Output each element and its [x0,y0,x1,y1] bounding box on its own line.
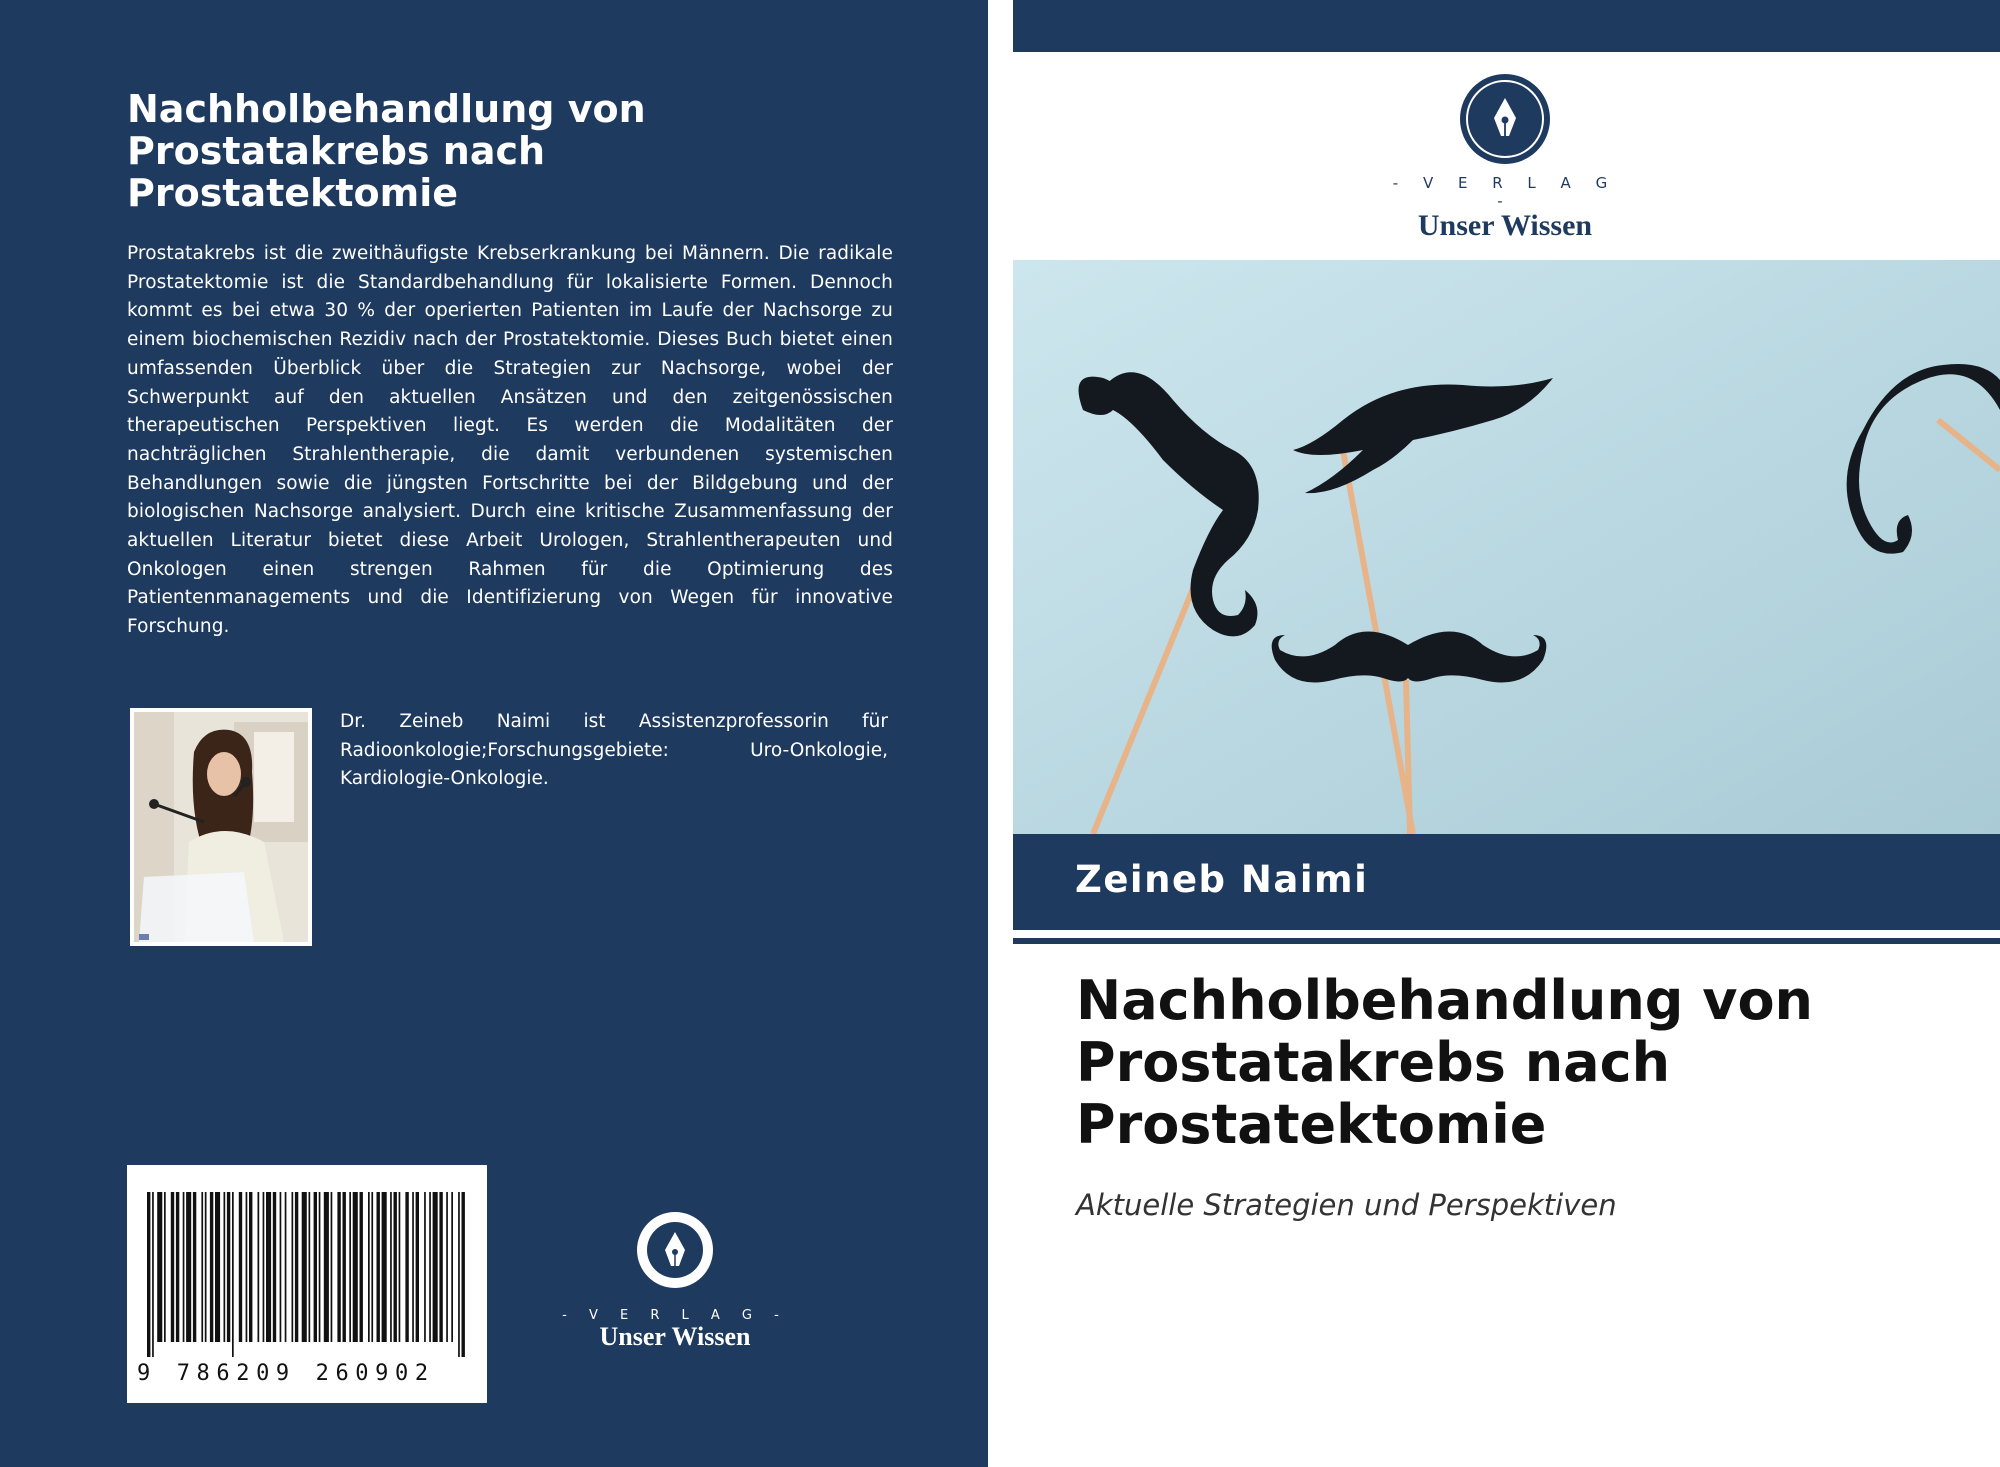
barcode-bar [171,1192,174,1342]
barcode-bar [157,1192,162,1342]
barcode-bar [273,1192,276,1342]
barcode-bar [263,1192,265,1342]
barcode-bar [152,1192,154,1357]
barcode-bar [433,1192,438,1342]
barcode-bar [201,1192,203,1342]
back-cover-title: Nachholbehandlung von Prostatakrebs nach Prostatektomie [127,87,646,215]
back-logo-name: Unser Wissen [599,1322,751,1351]
barcode-bar [360,1192,363,1342]
barcode-bar [462,1192,465,1357]
barcode-bar [176,1192,179,1342]
barcode-bar [164,1192,166,1342]
back-cover-blurb: Prostatakrebs ist die zweithäufigste Krebserkrankung bei Männern. Die radikale Prostatektomie ist die Standardbehandlung für lokalisierte Formen. Dennoch kommt es bei etwa 30 % der operierten Patienten im Laufe der Nachsorge zu einem biochemischen Rezidiv nach der Prostatektomie. Dieses Buch bietet einen umfassenden Überblick über die Strategien zur Nachsorge, wobei der Schwerpunkt auf den aktuellen Ansätzen und den zeitgenössischen therapeutischen Perspektiven liegt. Es werden die Modalitäten der nachträglichen Strahlentherapie, die damit verbundenen systemischen Behandlungen sowie die jüngsten Fortschritte bei der Bildgebung und der biologischen Nachsorge analysiert. Durch eine kritische Zusammenfassung der aktuellen Literatur bietet diese Arbeit Urologen, Strahlentherapeuten und Onkologen einen strengen Rahmen für die Optimierung des Patientenmanagements und die Identifizierung von Wegen für innovative Forschung. [127,243,893,638]
cover-photo [1013,260,2000,834]
barcode-bar [314,1192,317,1342]
barcode-bar [280,1192,282,1342]
barcode-bar [147,1192,150,1357]
barcode-bar [439,1192,442,1342]
barcode-bar [458,1192,460,1357]
front-cover-title: Nachholbehandlung von Prostatakrebs nach Prostatektomie [1076,969,1813,1156]
barcode [127,1165,487,1403]
barcode-bar [416,1192,419,1342]
fountain-pen-nib-emblem-icon [635,1210,715,1290]
barcode-bar [193,1192,196,1342]
back-publisher-logo [560,1210,790,1350]
mustache-props-on-sticks-image [1013,260,2000,834]
barcode-bar [412,1192,414,1342]
barcode-bars [147,1192,467,1362]
barcode-bar [266,1192,271,1342]
barcode-bar [227,1192,230,1342]
barcode-bar [285,1192,287,1342]
barcode-bar [446,1192,448,1342]
barcode-bar [331,1192,333,1342]
isbn-number: 9 786209 260902 [137,1361,435,1386]
back-logo-verlag: - V E R L A G - [562,1308,788,1323]
author-band [1013,834,2000,930]
barcode-bar [429,1192,431,1342]
barcode-bar [424,1192,426,1342]
barcode-bar [309,1192,311,1342]
author-name: Zeineb Naimi [1075,858,1369,901]
barcode-bar [249,1192,252,1342]
barcode-bar [186,1192,191,1342]
barcode-bar [224,1192,226,1342]
barcode-bar [394,1192,397,1342]
barcode-bar [371,1192,373,1342]
barcode-bar [319,1192,321,1342]
barcode-bar [405,1192,408,1342]
barcode-bar [377,1192,380,1342]
front-cover-subtitle: Aktuelle Strategien und Perspektiven [1076,1188,1617,1222]
barcode-bar [295,1192,298,1342]
front-publisher-logo [1380,72,1630,242]
barcode-bar [246,1192,248,1342]
barcode-bar [210,1192,213,1342]
spine-gap [988,0,1013,1467]
barcode-bar [239,1192,242,1342]
author-bio: Dr. Zeineb Naimi ist Assistenzprofessorin für Radioonkologie;Forschungsgebiete: Uro-Onkologie, Kardiologie-Onkologie. [340,711,888,790]
barcode-bar [292,1192,294,1342]
barcode-bar [368,1192,370,1342]
front-top-bar [1013,0,2000,52]
barcode-bar [258,1192,260,1342]
author-photo [130,708,312,946]
fountain-pen-nib-emblem-icon [1458,72,1552,166]
barcode-bar [337,1192,340,1342]
front-logo-verlag: - V E R L A G - [1392,174,1618,210]
author-portrait-image [134,712,308,942]
barcode-bar [382,1192,387,1342]
barcode-bar [232,1192,234,1357]
barcode-bar [324,1192,329,1342]
back-cover [0,0,988,1467]
barcode-bar [399,1192,401,1342]
barcode-bar [205,1192,207,1342]
divider-rule [1013,938,2000,944]
barcode-bar [390,1192,392,1342]
barcode-bar [302,1192,307,1342]
front-logo-name: Unser Wissen [1417,209,1593,242]
barcode-bar [343,1192,346,1342]
barcode-bar [349,1192,351,1342]
barcode-bar [215,1192,220,1342]
barcode-bar [451,1192,453,1342]
barcode-bar [353,1192,358,1342]
barcode-bar [183,1192,185,1342]
